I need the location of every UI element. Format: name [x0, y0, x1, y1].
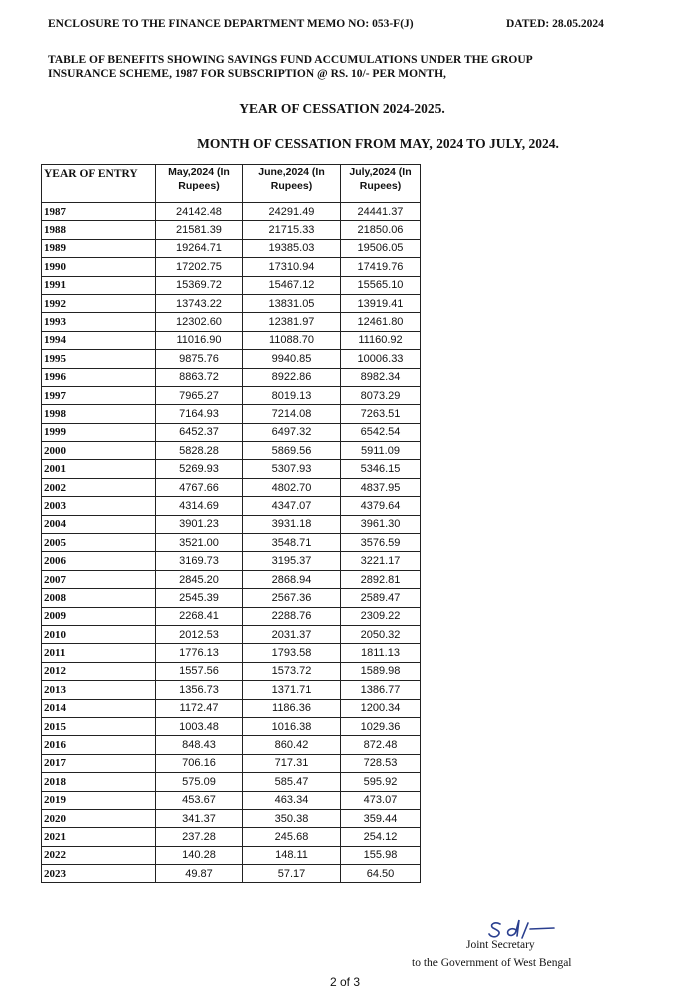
cell-july-2024: 10006.33 [341, 350, 421, 368]
cell-june-2024: 9940.85 [243, 350, 341, 368]
cell-july-2024: 64.50 [341, 865, 421, 883]
cell-june-2024: 21715.33 [243, 221, 341, 239]
memo-date: DATED: 28.05.2024 [506, 18, 604, 30]
cell-year-of-entry: 1999 [42, 423, 156, 441]
cell-july-2024: 4837.95 [341, 478, 421, 496]
cell-july-2024: 872.48 [341, 736, 421, 754]
cell-june-2024: 24291.49 [243, 203, 341, 221]
cell-may-2024: 15369.72 [156, 276, 243, 294]
cell-may-2024: 5828.28 [156, 442, 243, 460]
cell-may-2024: 140.28 [156, 846, 243, 864]
cell-may-2024: 8863.72 [156, 368, 243, 386]
cell-july-2024: 8982.34 [341, 368, 421, 386]
cell-july-2024: 2050.32 [341, 625, 421, 643]
month-of-cessation: MONTH OF CESSATION FROM MAY, 2024 TO JULY, 2024. [197, 136, 559, 151]
table-row [42, 809, 421, 827]
table-row [42, 294, 421, 312]
table-row [42, 662, 421, 680]
table-row [42, 460, 421, 478]
cell-may-2024: 3521.00 [156, 534, 243, 552]
table-row [42, 791, 421, 809]
cell-june-2024: 12381.97 [243, 313, 341, 331]
cell-june-2024: 7214.08 [243, 405, 341, 423]
year-of-cessation: YEAR OF CESSATION 2024-2025. [239, 101, 445, 116]
signatory-organisation: to the Government of West Bengal [412, 957, 572, 969]
cell-july-2024: 1589.98 [341, 662, 421, 680]
cell-may-2024: 5269.93 [156, 460, 243, 478]
cell-july-2024: 4379.64 [341, 497, 421, 515]
table-row [42, 386, 421, 404]
cell-may-2024: 3169.73 [156, 552, 243, 570]
cell-june-2024: 5869.56 [243, 442, 341, 460]
cell-may-2024: 13743.22 [156, 294, 243, 312]
table-row [42, 423, 421, 441]
cell-may-2024: 7164.93 [156, 405, 243, 423]
cell-may-2024: 453.67 [156, 791, 243, 809]
cell-year-of-entry: 2016 [42, 736, 156, 754]
cell-year-of-entry: 2021 [42, 828, 156, 846]
cell-may-2024: 848.43 [156, 736, 243, 754]
cell-may-2024: 2845.20 [156, 570, 243, 588]
cell-year-of-entry: 2002 [42, 478, 156, 496]
cell-year-of-entry: 1988 [42, 221, 156, 239]
cell-june-2024: 1371.71 [243, 681, 341, 699]
cell-year-of-entry: 2020 [42, 809, 156, 827]
cell-year-of-entry: 1992 [42, 294, 156, 312]
cell-year-of-entry: 1995 [42, 350, 156, 368]
table-row [42, 865, 421, 883]
cell-may-2024: 24142.48 [156, 203, 243, 221]
cell-june-2024: 11088.70 [243, 331, 341, 349]
table-row [42, 313, 421, 331]
cell-june-2024: 463.34 [243, 791, 341, 809]
table-row [42, 258, 421, 276]
cell-june-2024: 4802.70 [243, 478, 341, 496]
cell-year-of-entry: 1987 [42, 203, 156, 221]
cell-year-of-entry: 2017 [42, 754, 156, 772]
cell-june-2024: 1186.36 [243, 699, 341, 717]
table-row [42, 405, 421, 423]
table-row [42, 846, 421, 864]
table-row [42, 331, 421, 349]
cell-july-2024: 595.92 [341, 773, 421, 791]
cell-year-of-entry: 1994 [42, 331, 156, 349]
table-row [42, 497, 421, 515]
cell-may-2024: 1356.73 [156, 681, 243, 699]
cell-june-2024: 3195.37 [243, 552, 341, 570]
cell-july-2024: 155.98 [341, 846, 421, 864]
cell-year-of-entry: 2019 [42, 791, 156, 809]
cell-may-2024: 4767.66 [156, 478, 243, 496]
title-line-1: TABLE OF BENEFITS SHOWING SAVINGS FUND ACCUMULATIONS UNDER THE GROUP [48, 54, 533, 66]
cell-may-2024: 49.87 [156, 865, 243, 883]
cell-may-2024: 17202.75 [156, 258, 243, 276]
cell-june-2024: 1793.58 [243, 644, 341, 662]
cell-june-2024: 57.17 [243, 865, 341, 883]
table-row [42, 276, 421, 294]
cell-july-2024: 6542.54 [341, 423, 421, 441]
cell-may-2024: 6452.37 [156, 423, 243, 441]
cell-may-2024: 2545.39 [156, 589, 243, 607]
table-row [42, 570, 421, 588]
cell-year-of-entry: 2000 [42, 442, 156, 460]
table-row [42, 221, 421, 239]
cell-july-2024: 2589.47 [341, 589, 421, 607]
memo-header [48, 18, 638, 38]
cell-may-2024: 19264.71 [156, 239, 243, 257]
cell-july-2024: 19506.05 [341, 239, 421, 257]
cell-june-2024: 6497.32 [243, 423, 341, 441]
cell-july-2024: 13919.41 [341, 294, 421, 312]
table-body [42, 203, 421, 883]
table-row [42, 828, 421, 846]
cell-june-2024: 2031.37 [243, 625, 341, 643]
cell-may-2024: 341.37 [156, 809, 243, 827]
cell-june-2024: 15467.12 [243, 276, 341, 294]
cell-july-2024: 359.44 [341, 809, 421, 827]
table-row [42, 442, 421, 460]
cell-year-of-entry: 2007 [42, 570, 156, 588]
table-row [42, 478, 421, 496]
table-row [42, 644, 421, 662]
cell-june-2024: 3931.18 [243, 515, 341, 533]
cell-july-2024: 21850.06 [341, 221, 421, 239]
cell-july-2024: 5346.15 [341, 460, 421, 478]
cell-july-2024: 2892.81 [341, 570, 421, 588]
table-row [42, 552, 421, 570]
cell-may-2024: 4314.69 [156, 497, 243, 515]
header-june-2024: June,2024 (In Rupees) [243, 165, 341, 203]
cell-year-of-entry: 2012 [42, 662, 156, 680]
cell-year-of-entry: 2001 [42, 460, 156, 478]
cell-july-2024: 1200.34 [341, 699, 421, 717]
cell-june-2024: 3548.71 [243, 534, 341, 552]
cell-year-of-entry: 2011 [42, 644, 156, 662]
cell-year-of-entry: 2004 [42, 515, 156, 533]
cell-year-of-entry: 1989 [42, 239, 156, 257]
cell-june-2024: 350.38 [243, 809, 341, 827]
cell-year-of-entry: 2015 [42, 717, 156, 735]
cell-july-2024: 5911.09 [341, 442, 421, 460]
cell-june-2024: 5307.93 [243, 460, 341, 478]
cell-year-of-entry: 1991 [42, 276, 156, 294]
cell-july-2024: 3961.30 [341, 515, 421, 533]
cell-july-2024: 728.53 [341, 754, 421, 772]
cell-june-2024: 2567.36 [243, 589, 341, 607]
signatory-role: Joint Secretary [466, 939, 535, 951]
cell-june-2024: 245.68 [243, 828, 341, 846]
cell-june-2024: 860.42 [243, 736, 341, 754]
cell-july-2024: 17419.76 [341, 258, 421, 276]
cell-july-2024: 12461.80 [341, 313, 421, 331]
cell-june-2024: 717.31 [243, 754, 341, 772]
cell-june-2024: 2868.94 [243, 570, 341, 588]
cell-june-2024: 13831.05 [243, 294, 341, 312]
cell-may-2024: 575.09 [156, 773, 243, 791]
cell-year-of-entry: 2013 [42, 681, 156, 699]
cell-may-2024: 1557.56 [156, 662, 243, 680]
cell-july-2024: 24441.37 [341, 203, 421, 221]
cell-june-2024: 19385.03 [243, 239, 341, 257]
cell-year-of-entry: 2006 [42, 552, 156, 570]
signature-mark [488, 917, 558, 941]
table-row [42, 681, 421, 699]
cell-year-of-entry: 2005 [42, 534, 156, 552]
page-number: 2 of 3 [329, 975, 361, 989]
header-year-of-entry: YEAR OF ENTRY [42, 165, 156, 203]
cell-may-2024: 1172.47 [156, 699, 243, 717]
table-row [42, 534, 421, 552]
cell-june-2024: 8019.13 [243, 386, 341, 404]
document-title [48, 53, 638, 81]
cell-june-2024: 148.11 [243, 846, 341, 864]
table-row [42, 625, 421, 643]
cell-year-of-entry: 2022 [42, 846, 156, 864]
table-row [42, 773, 421, 791]
table-row [42, 717, 421, 735]
table-row [42, 589, 421, 607]
cell-year-of-entry: 2023 [42, 865, 156, 883]
cell-june-2024: 8922.86 [243, 368, 341, 386]
cell-june-2024: 17310.94 [243, 258, 341, 276]
cell-june-2024: 2288.76 [243, 607, 341, 625]
cell-may-2024: 706.16 [156, 754, 243, 772]
cell-may-2024: 21581.39 [156, 221, 243, 239]
title-line-2: INSURANCE SCHEME, 1987 FOR SUBSCRIPTION @ RS. 10/- PER MONTH, [48, 68, 446, 80]
cell-july-2024: 3576.59 [341, 534, 421, 552]
cell-year-of-entry: 2003 [42, 497, 156, 515]
table-header-row [42, 165, 421, 203]
cell-may-2024: 7965.27 [156, 386, 243, 404]
table-row [42, 239, 421, 257]
cell-july-2024: 1029.36 [341, 717, 421, 735]
memo-number: ENCLOSURE TO THE FINANCE DEPARTMENT MEMO NO: 053-F(J) [48, 18, 414, 30]
cell-may-2024: 3901.23 [156, 515, 243, 533]
cell-may-2024: 1776.13 [156, 644, 243, 662]
table-row [42, 350, 421, 368]
table-row [42, 754, 421, 772]
table-row [42, 699, 421, 717]
cell-year-of-entry: 2008 [42, 589, 156, 607]
cell-year-of-entry: 2014 [42, 699, 156, 717]
cell-july-2024: 254.12 [341, 828, 421, 846]
cell-july-2024: 7263.51 [341, 405, 421, 423]
cell-may-2024: 12302.60 [156, 313, 243, 331]
cell-july-2024: 1386.77 [341, 681, 421, 699]
cell-may-2024: 1003.48 [156, 717, 243, 735]
cell-june-2024: 585.47 [243, 773, 341, 791]
cell-may-2024: 2012.53 [156, 625, 243, 643]
cell-may-2024: 2268.41 [156, 607, 243, 625]
table-row [42, 736, 421, 754]
cell-year-of-entry: 1990 [42, 258, 156, 276]
header-may-2024: May,2024 (In Rupees) [156, 165, 243, 203]
cell-year-of-entry: 1993 [42, 313, 156, 331]
cell-june-2024: 1016.38 [243, 717, 341, 735]
cell-may-2024: 11016.90 [156, 331, 243, 349]
cell-june-2024: 4347.07 [243, 497, 341, 515]
cell-july-2024: 11160.92 [341, 331, 421, 349]
cell-year-of-entry: 1998 [42, 405, 156, 423]
cell-year-of-entry: 1997 [42, 386, 156, 404]
cell-year-of-entry: 2009 [42, 607, 156, 625]
cell-may-2024: 237.28 [156, 828, 243, 846]
benefits-table [41, 164, 421, 883]
header-july-2024: July,2024 (In Rupees) [341, 165, 421, 203]
cell-july-2024: 15565.10 [341, 276, 421, 294]
table-row [42, 203, 421, 221]
table-row [42, 515, 421, 533]
cell-july-2024: 2309.22 [341, 607, 421, 625]
cell-july-2024: 473.07 [341, 791, 421, 809]
cell-july-2024: 1811.13 [341, 644, 421, 662]
cell-july-2024: 8073.29 [341, 386, 421, 404]
cell-may-2024: 9875.76 [156, 350, 243, 368]
cell-year-of-entry: 1996 [42, 368, 156, 386]
cell-year-of-entry: 2018 [42, 773, 156, 791]
table-row [42, 368, 421, 386]
cell-july-2024: 3221.17 [341, 552, 421, 570]
cell-year-of-entry: 2010 [42, 625, 156, 643]
cell-june-2024: 1573.72 [243, 662, 341, 680]
table-row [42, 607, 421, 625]
